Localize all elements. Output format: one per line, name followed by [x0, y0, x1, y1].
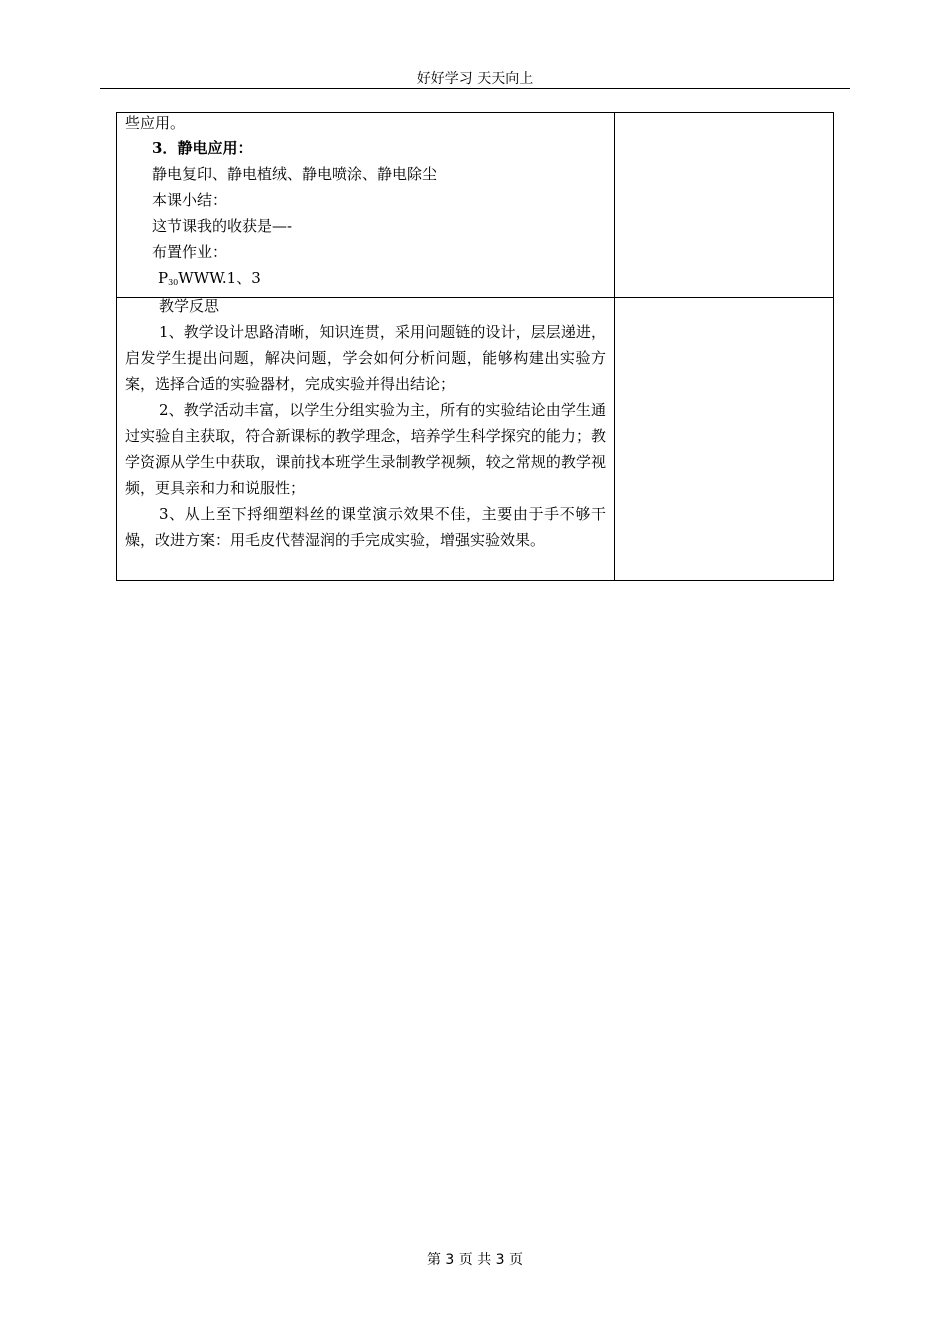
- homework-page-number: 30: [168, 278, 179, 287]
- section-heading: [117, 135, 614, 161]
- summary-text: 这节课我的收获是—-: [152, 217, 293, 235]
- notes-cell: [615, 298, 834, 581]
- applications-text: 静电复印、静电植绒、静电喷涂、静电除尘: [152, 165, 438, 183]
- continuation-text: 些应用。: [125, 114, 186, 132]
- page-footer: 第 3 页 共 3 页: [426, 1252, 524, 1268]
- notes-cell: [615, 113, 834, 298]
- homework-text: [117, 265, 614, 291]
- homework-exercises: WWW.1、3: [178, 269, 261, 287]
- homework-label: 布置作业：: [152, 243, 228, 261]
- table-row: [117, 113, 834, 298]
- heading-text: 静电应用：: [177, 139, 253, 157]
- summary-label: 本课小结：: [152, 191, 228, 209]
- homework-page-prefix: P: [158, 269, 169, 287]
- reflection-cell: [117, 298, 615, 581]
- reflection-title: 教学反思: [159, 297, 220, 315]
- reflection-item-3: 3、从上至下捋细塑料丝的课堂演示效果不佳，主要由于手不够干燥，改进方案：用毛皮代替湿润的手完成实验，增强实验效果。: [125, 505, 606, 549]
- lesson-table: [116, 112, 834, 581]
- heading-number: 3．: [152, 139, 178, 157]
- reflection-item-2: 2、教学活动丰富，以学生分组实验为主，所有的实验结论由学生通过实验自主获取，符合新课标的教学理念，培养学生科学探究的能力；教学资源从学生中获取，课前找本班学生录制教学视频，较之常规的教学视频，更具亲和力和说服性；: [125, 401, 606, 497]
- table-row: [117, 298, 834, 581]
- reflection-item-1: 1、教学设计思路清晰，知识连贯，采用问题链的设计，层层递进，启发学生提出问题，解决问题，学会如何分析问题，能够构建出实验方案，选择合适的实验器材，完成实验并得出结论；: [125, 323, 606, 393]
- header-rule: [100, 88, 850, 89]
- content-cell: [117, 113, 615, 298]
- page-header: 好好学习 天天向上: [416, 71, 534, 87]
